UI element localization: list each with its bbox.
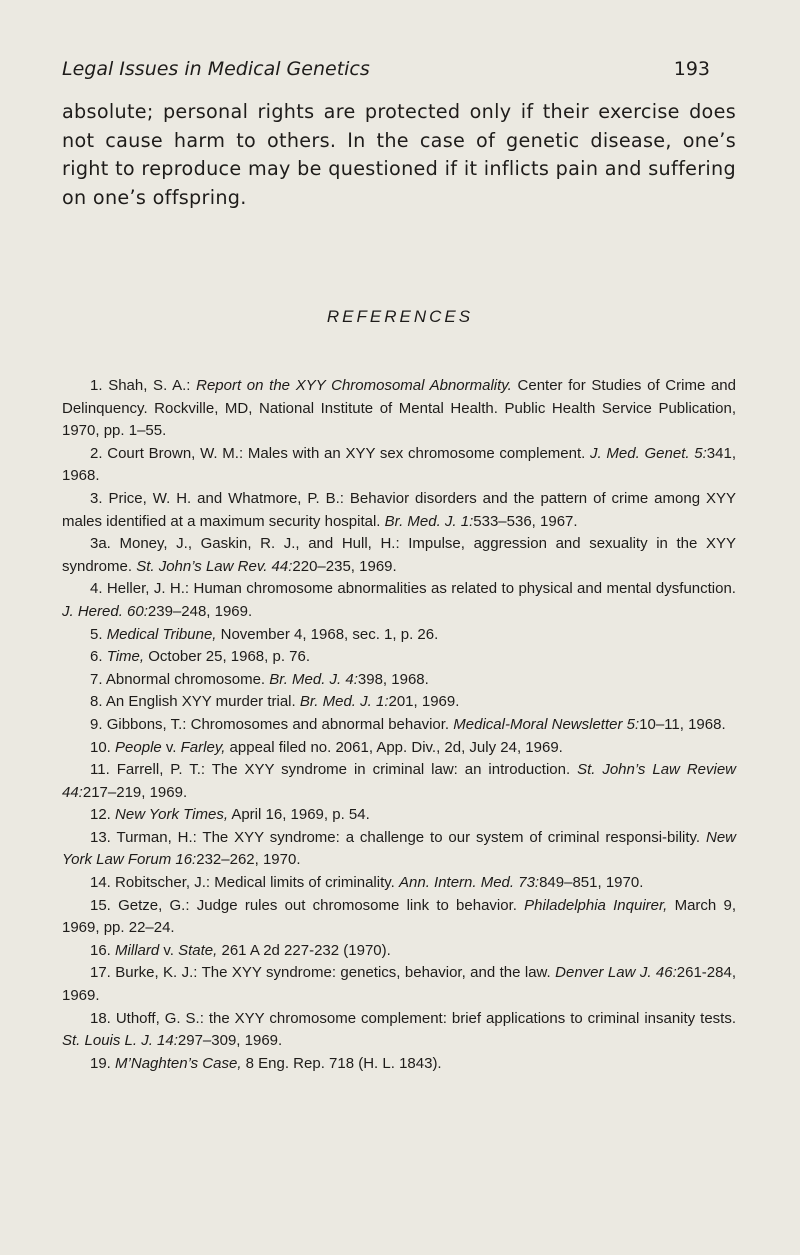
reference-item xyxy=(62,646,736,669)
reference-number: 4. xyxy=(90,580,107,598)
reference-italic-text: Philadelphia Inquirer, xyxy=(524,896,668,914)
reference-text: 232–262, 1970. xyxy=(196,851,301,869)
reference-italic-text: St. John’s Law Rev. 44: xyxy=(136,557,293,575)
reference-text: Center for Studies of Crime and Delinquency. Rockville, MD, National Institute of Mental Health. Public Health Service Publication, 1970, pp. 1–55. xyxy=(62,377,736,440)
reference-text: An English XYY murder trial. xyxy=(105,693,300,711)
reference-text: Court Brown, W. M.: Males with an XYY sex chromosome complement. xyxy=(107,444,591,462)
reference-italic-text: Medical Tribune, xyxy=(106,625,217,643)
reference-italic-text: Ann. Intern. Med. 73: xyxy=(399,874,540,892)
reference-number: 16. xyxy=(90,941,116,959)
reference-text: 261-284, 1969. xyxy=(62,964,736,1005)
reference-italic-text: St. John’s Law Review 44: xyxy=(62,761,736,801)
reference-text: Price, W. H. and Whatmore, P. B.: Behavior disorders and the pattern of crime among XYY males identified at a maximum security hospital. xyxy=(62,489,736,530)
reference-text: November 4, 1968, sec. 1, p. 26. xyxy=(216,625,439,643)
reference-number: 5. xyxy=(90,625,107,643)
reference-number: 6. xyxy=(90,648,107,666)
reference-italic-text: People xyxy=(115,738,162,756)
reference-item xyxy=(62,443,736,488)
reference-italic-text: Farley, xyxy=(180,738,226,756)
reference-italic-text: J. Med. Genet. 5: xyxy=(590,444,707,462)
reference-item xyxy=(62,872,736,895)
reference-number: 11. xyxy=(90,761,117,779)
reference-text: 261 A 2d 227-232 (1970). xyxy=(217,941,391,959)
reference-italic-text: Medical-Moral Newsletter 5: xyxy=(453,715,640,733)
reference-text: Burke, K. J.: The XYY syndrome: genetics, behavior, and the law. xyxy=(115,964,556,982)
reference-text: 217–219, 1969. xyxy=(82,783,188,801)
reference-text: 201, 1969. xyxy=(388,693,460,711)
reference-item xyxy=(62,375,736,443)
reference-number: 15. xyxy=(90,896,119,914)
reference-item xyxy=(62,759,736,804)
reference-item xyxy=(62,624,736,647)
reference-italic-text: Br. Med. J. 4: xyxy=(269,670,358,688)
reference-item xyxy=(62,669,736,692)
reference-text: 220–235, 1969. xyxy=(292,557,397,575)
reference-text: 10–11, 1968. xyxy=(639,715,726,733)
reference-text: Uthoff, G. S.: the XYY chromosome complement: brief applications to criminal insanity tests. xyxy=(115,1009,736,1027)
reference-text: Turman, H.: The XYY syndrome: a challenge to our system of criminal responsi-bility. xyxy=(116,828,706,846)
reference-text: October 25, 1968, p. 76. xyxy=(144,648,311,666)
references-list xyxy=(62,375,736,1075)
reference-italic-text: Br. Med. J. 1: xyxy=(299,693,389,711)
reference-text: Robitscher, J.: Medical limits of criminality. xyxy=(115,874,399,892)
reference-item xyxy=(62,737,736,760)
reference-item xyxy=(62,827,736,872)
reference-italic-text: Report on the XYY Chromosomal Abnormality. xyxy=(196,377,512,394)
reference-text: April 16, 1969, p. 54. xyxy=(228,806,370,824)
running-header xyxy=(62,58,710,80)
reference-text: March 9, 1969, pp. 22–24. xyxy=(62,896,736,937)
reference-text: Abnormal chromosome. xyxy=(105,670,270,688)
reference-number: 8. xyxy=(90,693,106,711)
reference-number: 13. xyxy=(90,828,117,846)
reference-number: 17. xyxy=(90,964,116,982)
reference-text: 533–536, 1967. xyxy=(473,512,578,530)
references-heading: REFERENCES xyxy=(326,307,474,326)
reference-number: 12. xyxy=(90,806,116,824)
reference-text: Heller, J. H.: Human chromosome abnormalities as related to physical and mental dysfunction. xyxy=(106,580,736,598)
reference-italic-text: Time, xyxy=(106,648,145,666)
reference-number: 18. xyxy=(90,1009,116,1027)
reference-number: 2. xyxy=(90,444,108,462)
reference-item xyxy=(62,895,736,940)
reference-item xyxy=(62,578,736,623)
reference-item xyxy=(62,488,736,533)
reference-item xyxy=(62,1008,736,1053)
reference-text: appeal filed no. 2061, App. Div., 2d, July 24, 1969. xyxy=(225,738,563,756)
reference-italic-text: New York Times, xyxy=(115,806,228,824)
reference-text: Farrell, P. T.: The XYY syndrome in criminal law: an introduction. xyxy=(116,761,578,779)
reference-text: Gibbons, T.: Chromosomes and abnormal behavior. xyxy=(106,715,454,733)
reference-number: 7. xyxy=(90,670,106,688)
reference-number: 1. xyxy=(90,377,109,394)
reference-item xyxy=(62,962,736,1007)
reference-text: Getze, G.: Judge rules out chromosome link to behavior. xyxy=(118,896,525,914)
reference-item xyxy=(62,940,736,963)
reference-item xyxy=(62,533,736,578)
reference-number: 10. xyxy=(90,738,116,756)
reference-item xyxy=(62,691,736,714)
reference-italic-text: J. Hered. 60: xyxy=(62,602,148,620)
reference-number: 19. xyxy=(90,1054,116,1072)
reference-text: v. xyxy=(159,941,179,959)
reference-italic-text: State, xyxy=(178,941,218,959)
reference-italic-text: St. Louis L. J. 14: xyxy=(62,1032,178,1050)
reference-text: v. xyxy=(161,738,181,756)
reference-text: 849–851, 1970. xyxy=(539,874,644,892)
reference-text: 297–309, 1969. xyxy=(177,1032,283,1050)
reference-text: 239–248, 1969. xyxy=(147,602,253,620)
running-title: Legal Issues in Medical Genetics xyxy=(62,58,370,80)
reference-text: Money, J., Gaskin, R. J., and Hull, H.: Impulse, aggression and sexuality in the XYY syndrome. xyxy=(62,535,736,575)
reference-italic-text: New York Law Forum 16: xyxy=(62,828,736,869)
reference-text: Shah, S. A.: xyxy=(108,377,197,394)
reference-italic-text: Br. Med. J. 1: xyxy=(384,512,474,530)
page-number: 193 xyxy=(673,58,710,80)
reference-number: 14. xyxy=(90,874,116,892)
body-paragraph: absolute; personal rights are protected only if their exercise does not cause harm to others. In the case of genetic disease, one’s right to reproduce may be questioned if it inflicts pain and suffering on one’s offspring. xyxy=(62,100,736,209)
reference-text: 8 Eng. Rep. 718 (H. L. 1843). xyxy=(241,1054,442,1072)
reference-text: 341, 1968. xyxy=(62,444,736,485)
reference-number: 3. xyxy=(90,489,109,507)
reference-item xyxy=(62,714,736,737)
reference-italic-text: Denver Law J. 46: xyxy=(555,964,677,982)
reference-item xyxy=(62,1053,736,1076)
reference-item xyxy=(62,804,736,827)
reference-text: 398, 1968. xyxy=(357,670,429,688)
reference-number: 9. xyxy=(90,715,107,733)
reference-italic-text: Millard xyxy=(115,941,160,959)
reference-number: 3a. xyxy=(90,535,120,553)
reference-italic-text: M’Naghten’s Case, xyxy=(115,1054,242,1072)
